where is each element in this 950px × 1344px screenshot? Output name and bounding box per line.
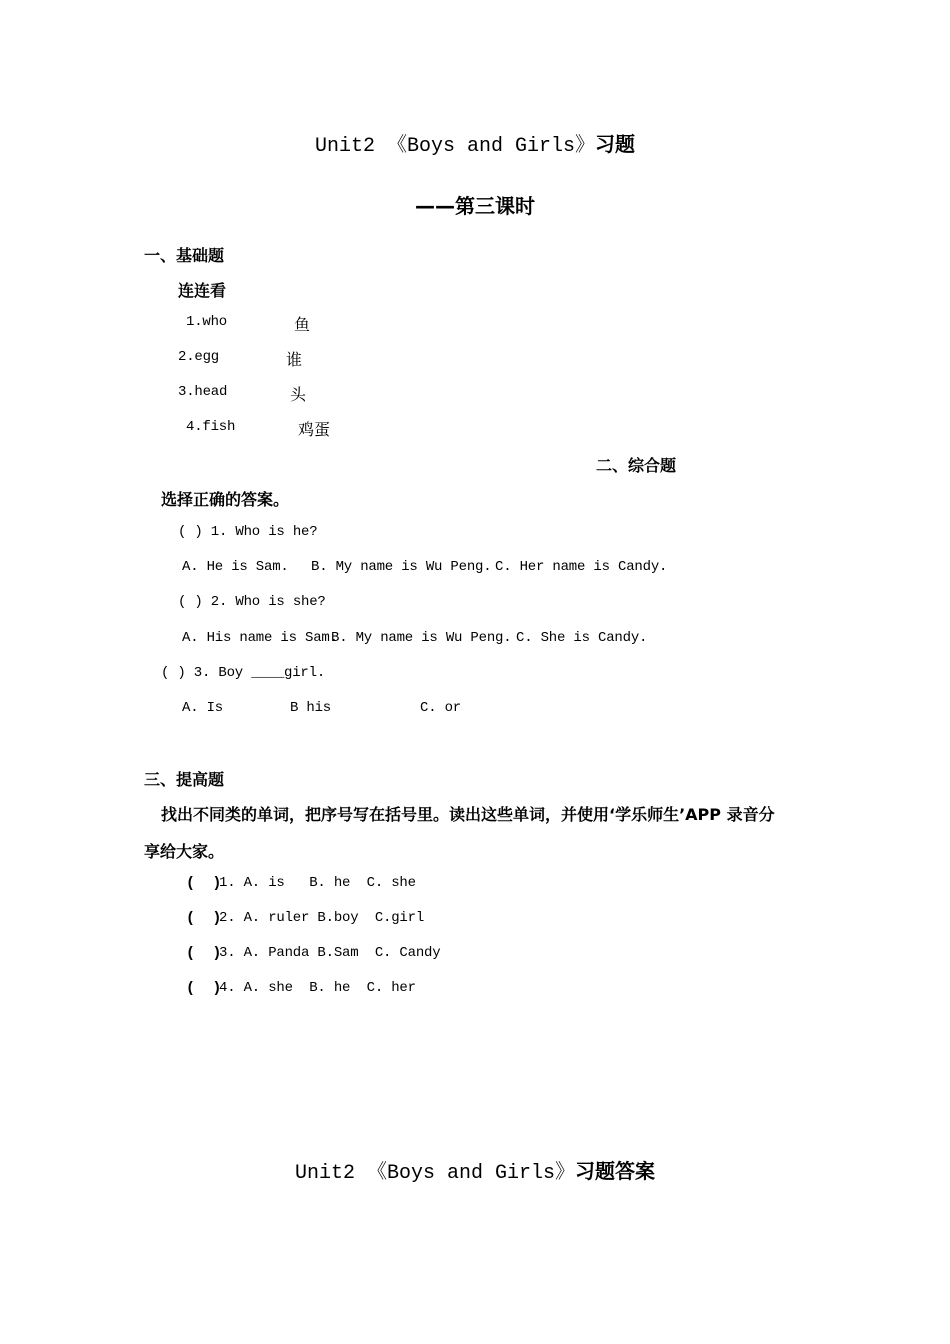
match-zh-4: 鸡蛋	[298, 420, 331, 439]
item1-bracket: ( )	[186, 875, 222, 892]
item3-text: 3. A. Panda B.Sam C. Candy	[219, 945, 441, 961]
section1-heading: 一、基础题	[144, 246, 225, 265]
page-title-main: Unit2 《Boys and Girls》	[314, 135, 596, 158]
q1-option-c: C. Her name is Candy.	[495, 559, 668, 575]
q2-option-a: A. His name is Sam.	[182, 630, 338, 646]
section1-instruction: 连连看	[178, 281, 227, 300]
q2-option-c: C. She is Candy.	[516, 630, 648, 646]
section3-instruction-line1: 找出不同类的单词，把序号写在括号里。读出这些单词，并使用‘学乐师生’APP 录音分	[161, 805, 775, 824]
item4-bracket: ( )	[186, 980, 222, 997]
page-subtitle: ——第三课时	[415, 194, 535, 218]
answers-title-suffix: 习题答案	[575, 1159, 656, 1183]
answers-title	[0, 1155, 950, 1185]
match-en-2: 2.egg	[178, 349, 220, 365]
match-en-3: 3.head	[178, 384, 228, 400]
section3-instruction-line2: 享给大家。	[144, 842, 225, 861]
match-en-4: 4.fish	[186, 419, 236, 435]
q3-option-b: B his	[290, 700, 332, 716]
item4-text: 4. A. she B. he C. her	[219, 980, 416, 996]
item3-bracket: ( )	[186, 945, 222, 962]
q2-stem: ( ) 2. Who is she?	[178, 594, 326, 610]
match-zh-3: 头	[290, 385, 307, 404]
section3-heading: 三、提高题	[144, 770, 225, 789]
match-zh-1: 鱼	[294, 315, 311, 334]
item1-text: 1. A. is B. he C. she	[219, 875, 416, 891]
q1-stem: ( ) 1. Who is he?	[178, 524, 318, 540]
section2-instruction: 选择正确的答案。	[161, 490, 290, 509]
q2-option-b: B. My name is Wu Peng.	[331, 630, 512, 646]
item2-text: 2. A. ruler B.boy C.girl	[219, 910, 425, 926]
match-en-1: 1.who	[186, 314, 228, 330]
page-title-suffix: 习题	[595, 132, 636, 156]
q3-option-c: C. or	[420, 700, 462, 716]
q3-stem: ( ) 3. Boy ____girl.	[161, 665, 326, 681]
answers-title-main: Unit2 《Boys and Girls》	[294, 1162, 576, 1185]
q1-option-b: B. My name is Wu Peng.	[311, 559, 492, 575]
q3-option-a: A. Is	[182, 700, 224, 716]
match-zh-2: 谁	[286, 350, 303, 369]
section2-heading: 二、综合题	[596, 456, 677, 475]
page-title	[0, 128, 950, 158]
q1-option-a: A. He is Sam.	[182, 559, 289, 575]
item2-bracket: ( )	[186, 910, 222, 927]
